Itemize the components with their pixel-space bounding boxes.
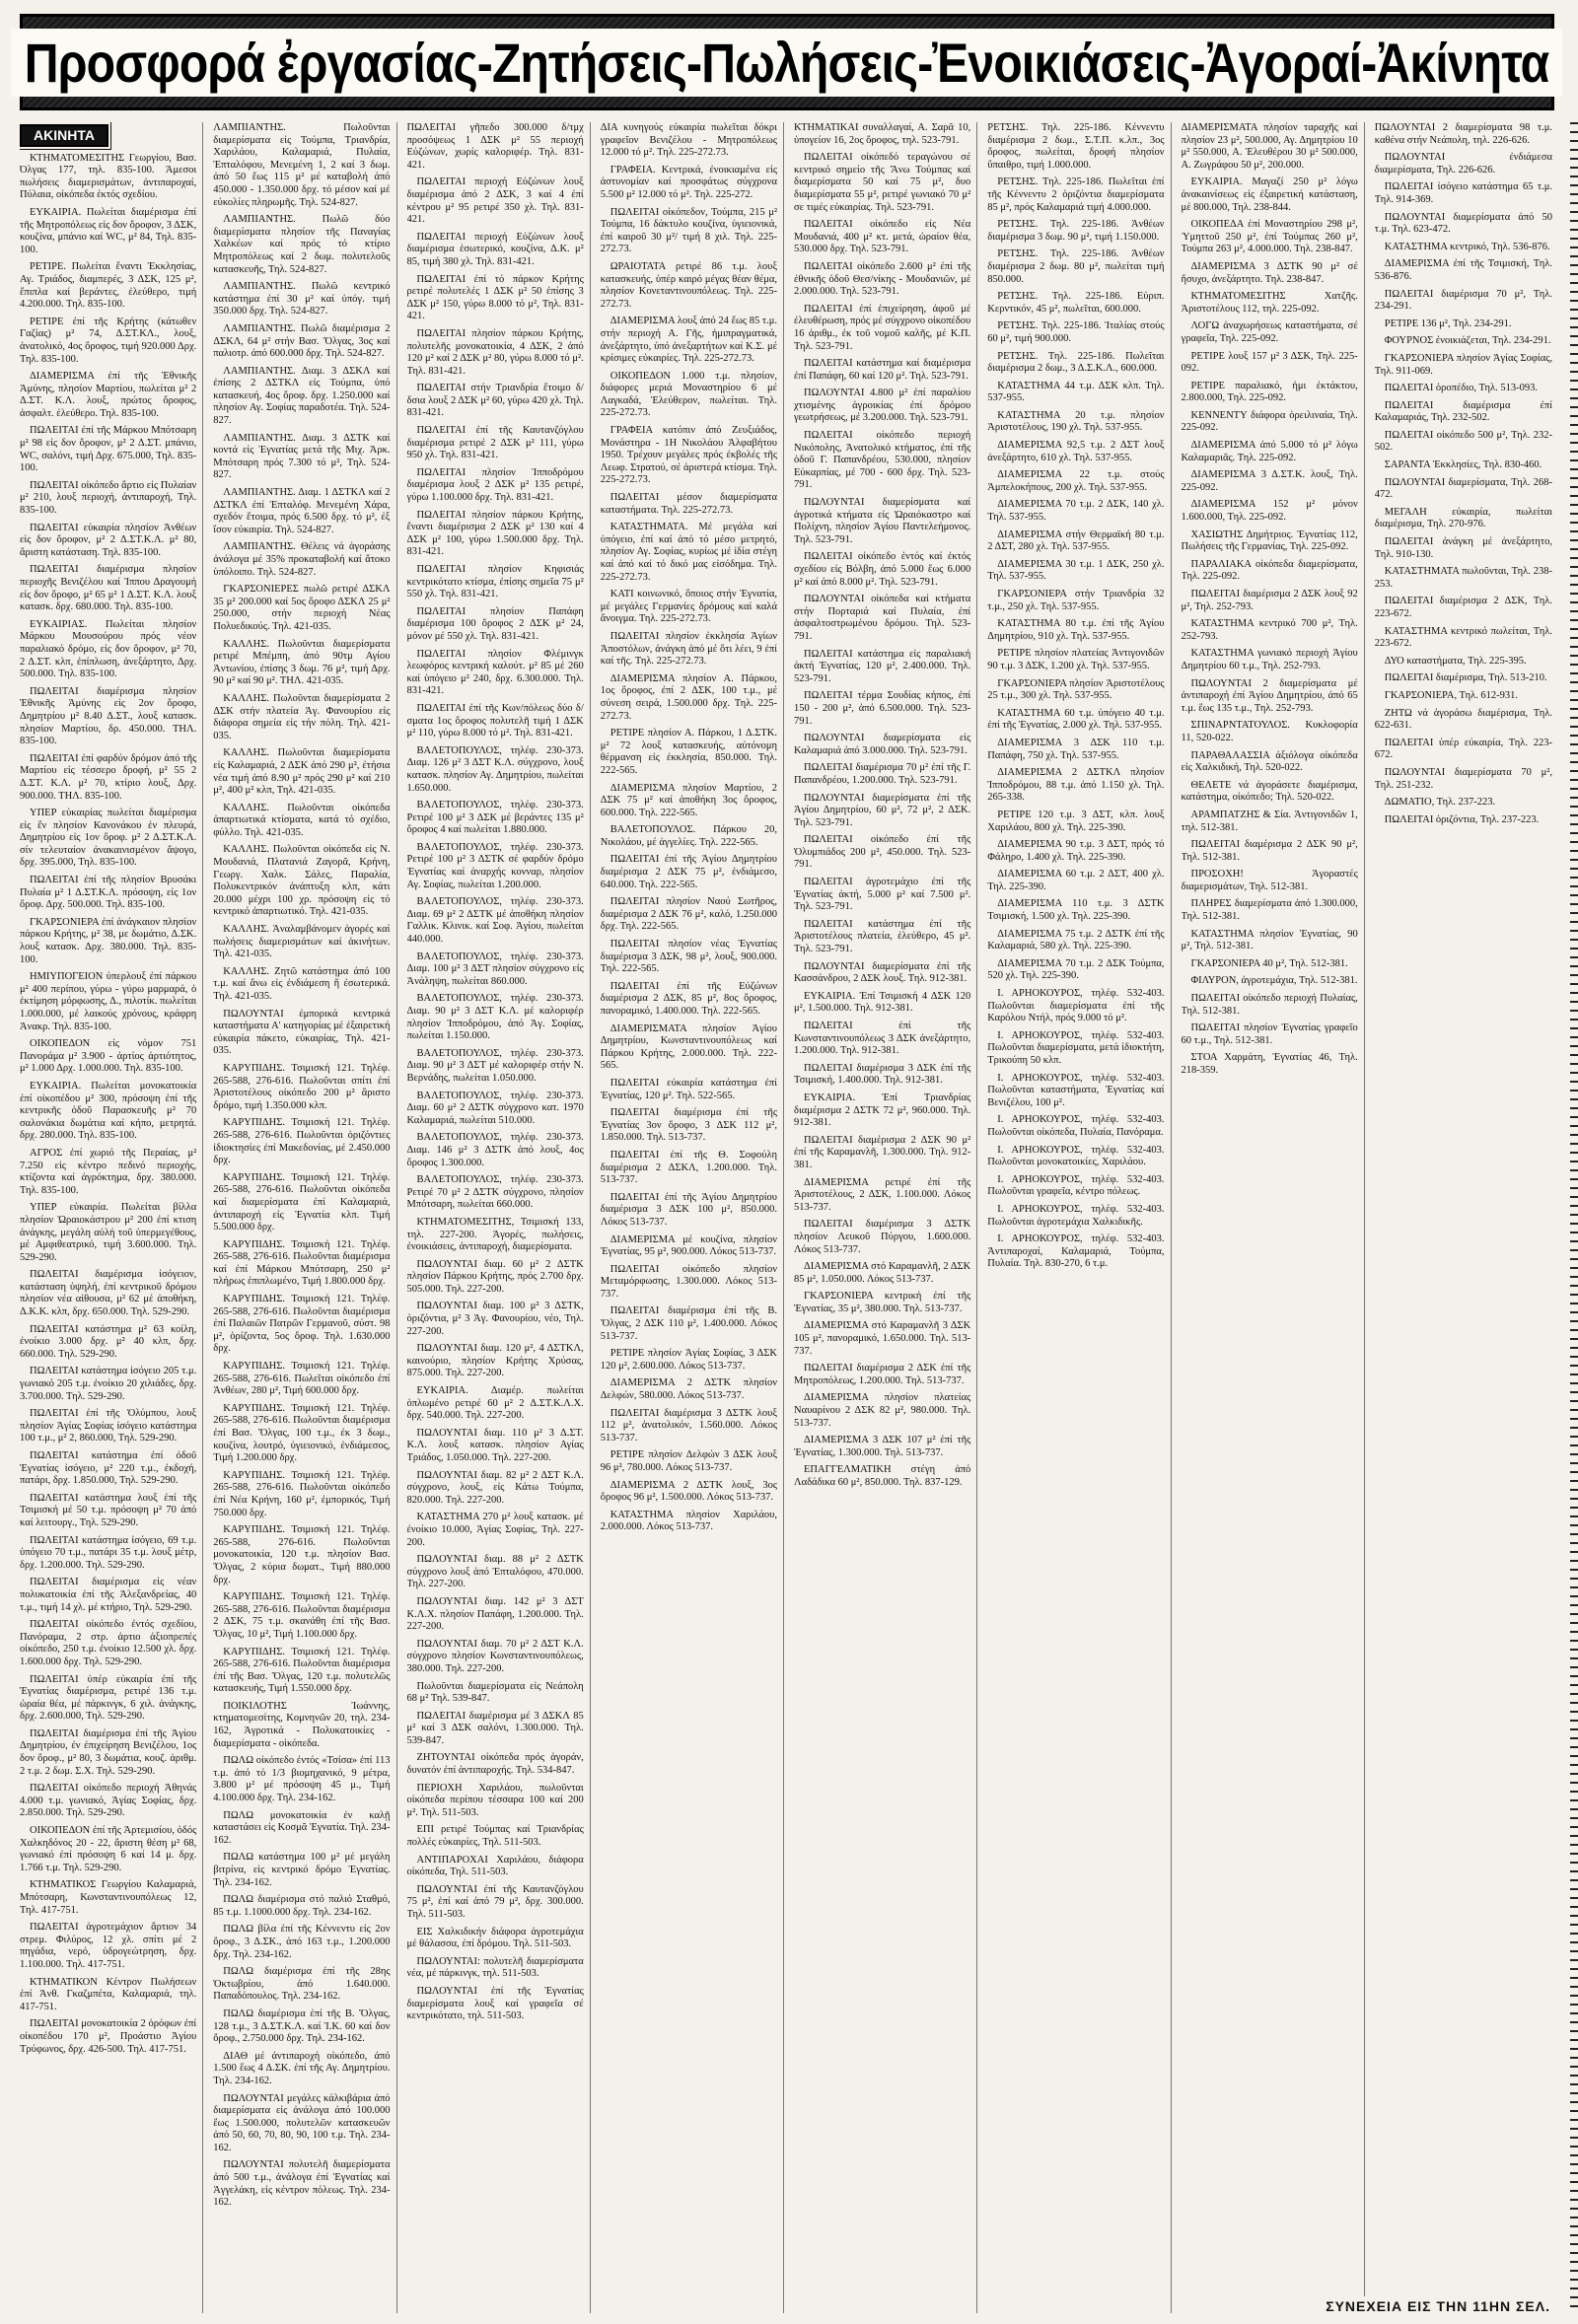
classified-ad: ΠΩΛΕΙΤΑΙ οἰκόπεδο ἐπί τῆς Ὀλυμπιάδος 200 μ², 450.000. Τηλ. 523-791. [794, 834, 971, 871]
classified-ad: ΠΩΛΕΙΤΑΙ ἐπί τῆς Εὐζώνων διαμέρισμα 2 ΔΣΚ, 85 μ², 8ος ὄροφος, πανοραμικό, 1.400.000. Τηλ. 222-565. [600, 980, 777, 1017]
classified-ad: ΠΩΛΕΙΤΑΙ εὐκαιρία πλησίον Ἀνθέων εἰς δον ὄροφον, μ² 2 Δ.ΣΤ.Κ.Λ. μ² 80, ἄριστη κατάσταση. Τηλ. 835-100. [20, 522, 197, 558]
classified-ad: ΠΩΛΟΥΝΤΑΙ διαμερίσματα ἐπί τῆς Κασσάνδρου, 2 ΔΣΚ λουξ. Τηλ. 912-381. [794, 960, 971, 985]
classified-ad: ΔΙΑΜΕΡΙΣΜΑ 60 τ.μ. 2 ΔΣΤ, 400 χλ. Τηλ. 225-390. [987, 869, 1165, 892]
classified-ad: ΡΕΤΙΡΕ 136 μ², Τηλ. 234-291. [1384, 317, 1512, 329]
classified-ad: ΠΩΛΟΥΝΤΑΙ ἐμπορικά κεντρικά καταστήματα Α' κατηγορίας μέ ἐξαιρετική εὐκαιρία πάκετο, εὐκαιρίας, Τηλ. 421-035. [213, 1008, 391, 1057]
classified-ad: ΒΑΛΕΤΟΠΟΥΛΟΣ, τηλέφ. 230-373. Ρετιρέ 100 μ² 3 ΔΣΤΚ σέ φαρδύν δρόμο Ἐγνατίας καί ἀναρχής κονναρ, πλησίον Αγ. Σοφίας, πωλείται 1.200.000. [406, 841, 584, 890]
classified-ad: ΠΩΛΕΙΤΑΙ διαμέρισμα πλησίον περιοχῆς Βενιζέλου καί Ἰππου Δραγουμή εἰς δον ὄροφο, μ² 65 μ² 1 Δ.ΣΤ. Κ.Λ. λουξ κατασκ. δρχ. 680.000. Τηλ. 835-100. [20, 564, 197, 613]
classified-ad: ΠΩΛΟΥΝΤΑΙ διαμ. 120 μ², 4 ΔΣΤΚΛ, καινούριο, πλησίον Κρήτης Χρύσας, 875.000. Τηλ. 227-200. [406, 1343, 584, 1379]
classified-ad: ΠΩΛΕΙΤΑΙ οἰκόπεδο ἄρτιο εἰς Πυλαίαν μ² 210, λουξ περιοχή, ἀντιπαροχή, Τηλ. 835-100. [20, 479, 197, 517]
classified-ad: ΔΙΑΜΕΡΙΣΜΑ ἐπί τῆς Ἐθνικῆς Ἀμύνης, πλησίον Μαρτίου, πωλείται μ² 2 Δ.ΣΤ. Κ.Λ. λουξ, πρώτος ὄροφος, ἀσφαλτ. ἐλεύθερο. Τηλ. 835-100. [20, 371, 197, 419]
classified-ad: ΚΑΤΑΣΤΗΜΑΤΑ. Μέ μεγάλα καί ὑπόγειο, ἐπί καί ἀπό τό μέσο μετρητό, πλησίον Αγ. Σοφίας, κυρίως μέ ἰδία στέγη καί ἀπό καί τό δικό μας εἰσόδημα. Τηλ. 225-272.73. [600, 522, 777, 583]
classified-ad: ΠΩΛΕΙΤΑΙ ὑπέρ εὐκαιρία, Τηλ. 223-672. [1374, 737, 1552, 761]
classified-ad: ΚΑΡΥΠΙΔΗΣ. Τσιμισκή 121. Τηλέφ. 265-588, 276-616. Πωλοῦνται μονοκατοικία, 120 τ.μ. πλησίον Βασ. Ὄλγας, 2 κύρια δωματ., Τιμή 880.000 δρχ. [213, 1524, 391, 1585]
classified-ad: ΠΩΛΕΙΤΑΙ ὁροπέδιο, Τηλ. 513-093. [1384, 383, 1538, 394]
classified-ad: ΡΕΤΙΡΕ πλησίον Δελφών 3 ΔΣΚ λουξ 96 μ², 780.000. Λόκος 513-737. [600, 1449, 777, 1473]
classified-ad: ΟΙΚΟΠΕΔΟΝ ἐπί τῆς Ἀρτεμισίου, ὁδός Χαλκηδόνος 20 - 22, ἄριστη θέση μ² 68, γωνιακό ἐπί πρόσοψη 6 καί 14 μ. δρχ. 1.766 τ.μ. Τηλ. 529-290. [20, 1825, 197, 1873]
classified-ad: ΖΗΤΩ νά ἀγοράσω διαμέρισμα, Τηλ. 622-631. [1374, 707, 1552, 732]
classified-ad: ΔΙΑΜΕΡΙΣΜΑ πλησίον Μαρτίου, 2 ΔΣΚ 75 μ² καί ἀποθήκη 3ος ὄροφος, 600.000. Τηλ. 222-565. [600, 782, 777, 818]
classified-ad: ΚΑΛΛΗΣ. Πωλοῦνται διαμερίσματα εἰς Καλαμαριά, 2 ΔΣΚ ἀπό 290 μ², ἐτήσια νέα τιμή ἀπό 8.90 μ² πρός 290 μ² καί 210 μ², 400 μ² κλπ, Τηλ. 421-035. [213, 747, 391, 797]
classified-ad: ΔΙΑΜΕΡΙΣΜΑ 152 μ² μόνον 1.600.000, Τηλ. 225-092. [1181, 499, 1358, 524]
classified-ad: ΟΙΚΟΠΕΔΑ ἐπί Μοναστηρίου 298 μ², Ὑμηττοῦ 250 μ², ἐπί Τούμπας 260 μ², Τούμπα 263 μ², 4.000.000. Τηλ. 238-847. [1181, 219, 1358, 255]
classified-ad: Ι. ΑΡΗΟΚΟΥΡΟΣ, τηλέφ. 532-403. Πωλοῦνται καταστήματα, Ἐγνατίας καί Βενιζέλου, 100 μ². [987, 1072, 1165, 1108]
classified-ad: ΔΙΑΜΕΡΙΣΜΑ 22 τ.μ. στούς Ἀμπελοκήπους, 200 χλ. Τηλ. 537-955. [987, 469, 1165, 493]
classified-ad: ΠΩΛΕΙΤΑΙ ἀνάγκη μέ ἀνεξάρτητο, Τηλ. 910-130. [1374, 536, 1552, 560]
classified-ad: ΠΩΛΟΥΝΤΑΙ πολυτελῆ διαμερίσματα ἀπό 500 τ.μ., ἀνάλογα ἐπί Ἐγνατίας καί Ἀγγελάκη, εἰς κέντρον πόλεως. Τηλ. 234-162. [213, 2159, 391, 2209]
classified-ad: ΟΙΚΟΠΕΔΟΝ 1.000 τ.μ. πλησίον, διάφορες μεριά Μοναστηρίου 6 μέ Λαγκαδά, Ἐλεύθερον, πωλείται. Τηλ. 225-272.73. [600, 370, 777, 419]
classified-ad: ΠΩΛΕΙΤΑΙ ἐπί τῆς Καυτανζόγλου διαμέρισμα ρετιρέ 2 ΔΣΚ μ² 111, γύρω 950 χλ. Τηλ. 831-421. [406, 425, 584, 461]
classified-ad: ΠΩΛΟΥΝΤΑΙ διαμ. 100 μ² 3 ΔΣΤΚ, ὁριζόντια, μ² 3 Ἀγ. Φανουρίου, νέο, Τηλ. 227-200. [406, 1301, 584, 1337]
classified-ad: ΠΩΛΕΙΤΑΙ διαμέρισμα, Τηλ. 513-210. [1384, 672, 1547, 684]
classified-ad: ΟΙΚΟΠΕΔΟΝ εἰς νόμον 751 Πανοράμα μ² 3.900 - ἀρτίος ἀρτιότητος, μ² 1.000 Δρχ. 1.000.000. Τηλ. 835-100. [20, 1038, 197, 1075]
classified-ad: ΠΩΛΕΙΤΑΙ ὁριζόντια, Τηλ. 237-223. [1384, 813, 1540, 825]
column-3 [407, 122, 591, 2313]
classified-ad: ΠΩΛΟΥΝΤΑΙ 2 διαμερίσματα 98 τ.μ. καθένα στήν Νεάπολη, τηλ. 226-626. [1374, 122, 1552, 146]
classified-ad: ΩΡΑΙΟΤΑΤΑ ρετιρέ 86 τ.μ. λουξ κατασκευής, ὑπέρ καιρό μέγας θέαν θέμα, πλησίον Κονεταντινουπόλεως. Τηλ. 225-272.73. [600, 260, 777, 310]
classified-ad: ΠΩΛΕΙΤΑΙ διαμέρισμα ἐπί τῆς Β. Ὄλγας, 2 ΔΣΚ 110 μ², 1.400.000. Λόκος 513-737. [600, 1305, 777, 1342]
classified-ad: ΠΩΛΕΙΤΑΙ διαμέρισμα εἰς νέαν πολυκατοικία ἐπί τῆς Ἀλεξανδρείας, 40 τ.μ., τιμή 14 χλ. μέ κτήριο, Τηλ. 529-290. [20, 1577, 197, 1613]
classified-ad: ΥΠΕΡ εὐκαιρίας πωλείται διαμέρισμα εἰς ἔν πλησίον Κανονάκου ἐν πλευρά, Δημητρίου εἰς 1ον ὄροφ. μ² 2 Δ.ΣΤ.Κ.Λ. σίν τελευταίον ἀνακαινισμένον ἄψογο, δρχ. 395.000, Τηλ. 835-100. [20, 808, 197, 869]
column-4 [601, 122, 784, 2313]
classified-ad: ΠΩΛΟΥΝΤΑΙ ἐπί τῆς Ἐγνατίας διαμερίσματα λουξ καί γραφεῖα σέ κεντρικότατο, τηλ. 511-503. [406, 1985, 584, 2022]
classified-ad: ΠΩΛΕΙΤΑΙ κατάστημα ἰσόγειο 205 τ.μ. γωνιακό 205 τ.μ. ἐνοίκιο 20 χιλιάδες, δρχ. 3.700.000. Τηλ. 529-290. [20, 1366, 197, 1402]
classified-ad: ΓΚΑΡΣΟΝΙΕΡΑ πλησίον Ἀγίας Σοφίας, Τηλ. 911-069. [1374, 352, 1552, 377]
classified-ad: ΓΚΑΡΣΟΝΙΕΡΑ 40 μ², Τηλ. 512-381. [1190, 957, 1348, 969]
classified-ad: ΠΩΛΕΙΤΑΙ γῆπεδο 300.000 δ/τμχ προσόψεως 1 ΔΣΚ μ² 55 περιοχή Εὐζώνων, χωρίς καλοριφέρ. Τηλ. 831-421. [406, 122, 584, 171]
classified-ad: ΚΑΤΑΣΤΗΜΑ κεντρικό, Τηλ. 536-876. [1384, 241, 1550, 252]
classified-ad: ΠΩΛΕΙΤΑΙ οἰκόπεδο 500 μ², Τηλ. 232-502. [1374, 429, 1552, 454]
classified-ad: ΛΑΜΠΙΑΝΤΗΣ. Διαμ. 3 ΔΣΤΚ καί κοντά εἰς Ἐγνατίας μετά τῆς Μιχ. Ἀρκ. Μπότσαρη πρός 7.300 τό μ², Τηλ. 524-827. [213, 432, 391, 481]
classified-ad: ΔΙΑΜΕΡΙΣΜΑ λουξ ἀπό 24 ἕως 85 τ.μ. στήν περιοχή Α. Γῆς, ἡμιπραγματικά, ἀνεξάρτητο, ὑπό ἀνεξαρτήτων καί Κ.Σ. μέ κρίσιμες εὐκαιρίες. Τηλ. 225-272.73. [600, 316, 777, 365]
classified-ad: ΔΙΑ κυνηγούς εὐκαιρία πωλεῖται δόκρι γραφεῖον Βενιζέλου - Μητροπόλεως 12.000 τό μ². Τηλ. 225-272.73. [600, 122, 777, 159]
classified-ad: ΠΩΛΕΙΤΑΙ κατάστημα εἰς παραλιακή ἀκτή Ἐγνατίας, 120 μ², 2.400.000. Τηλ. 523-791. [794, 648, 971, 684]
classified-ad: ΠΩΛΕΙΤΑΙ ἐπί τῆς Κωνσταντινουπόλεως 3 ΔΣΚ ἀνεξάρτητο, 1.200.000. Τηλ. 912-381. [794, 1021, 971, 1057]
classified-ad: ΠΩΛΕΙΤΑΙ κατάστημα μ² 63 κοίλη, ἐνοίκιο 3.000 δρχ. μ² 40 κλπ, δρχ. 660.000. Τηλ. 529-290. [20, 1323, 197, 1360]
classified-ad: ΠΩΛΕΙΤΑΙ πλησίον πάρκου Κρήτης, πολυτελῆς μονοκατοικία, 4 ΔΣΚ, 2 ἀπό 120 μ² καί 2 ΔΣΚ μ² 80, γύρω 8.000 τό μ². Τηλ. 831-421. [406, 327, 584, 377]
classified-ad: ΠΩΛΕΙΤΑΙ κατάστημα ἰσόγειο, 69 τ.μ. ὑπόγειο 70 τ.μ., πατάρι 35 τ.μ. λουξ μέτρ, δρχ. 1.200.000. Τηλ. 529-290. [20, 1534, 197, 1571]
classifieds-columns [20, 122, 1558, 2313]
classified-ad: ΠΛΗΡΕΣ διαμερίσματα ἀπό 1.300.000, Τηλ. 512-381. [1181, 898, 1358, 923]
classified-ad: ΑΡΑΜΠΑΤΖΗΣ & Σία. Ἀντιγονιδῶν 1, τηλ. 512-381. [1181, 809, 1358, 833]
classified-ad: ΠΡΟΣΟΧΗ! Ἀγοραστές διαμερισμάτων, Τηλ. 512-381. [1181, 869, 1358, 892]
column-2 [213, 122, 396, 2313]
classified-ad: ΠΩΛΩ διαμέρισμα ἐπί τῆς Β. Ὄλγας, 128 τ.μ., 3 Δ.ΣΤ.Κ.Λ. καί Ἰ.Κ. 60 καί δον ὄροφ., 2.750.000 δρχ. Τηλ. 234-162. [213, 2007, 391, 2045]
classified-ad: ΔΥΟ καταστήματα, Τηλ. 225-395. [1384, 655, 1527, 667]
classified-ad: ΠΩΛΕΙΤΑΙ οἰκόπεδον, Τούμπα, 215 μ² Τούμπα, 16 δάκτυλο κουζίνα, ὑγιειονικά, ἐπί καιροῦ 30 μ²/ τιμή 8 χιλ. Τηλ. 225-272.73. [600, 206, 777, 255]
classified-ad: ΚΑΤΙ κοινωνικό, ὅποιος στήν Ἐγνατία, μέ μεγάλες Γερμανίες δρόμους καί καλά ἄνοιγμα. Τηλ. 225-272.73. [600, 589, 777, 625]
classified-ad: ΗΜΙΥΠΟΓΕΙΟΝ ὑπερλουξ ἐπί πάρκου μ² 400 περίπου, γύρω - γύρω μαρμαρά, ὁ ἐκτίμηση μόρφωσης, Δ., πιλοτίκ. πωλείται 1.000.000, μέ λαικούς χρόνους, κράφρη Ἀνακρ. Τηλ. 835-100. [20, 971, 197, 1032]
classified-ad: ΠΩΛΕΙΤΑΙ οἰκόπεδο εἰς Νέα Μουδανιά, 400 μ² κτ. μετά, ὡραίον θέα, 530.000 δρχ. Τηλ. 523-791. [794, 219, 971, 255]
classified-ad: ΠΩΛΕΙΤΑΙ διαμέρισμα ἰσόγειον, κατάσταση ὑψηλή, ἐπί κεντρικοῦ δρόμου πλησίον νέα αἰθουσα, μ² 62 μέ ἀποθήκη, Δ.Κ.Κ. κλπ, δρχ. 650.000. Τηλ. 529-290. [20, 1269, 197, 1318]
classified-ad: ΡΕΤΙΡΕ ἐπί τῆς Κρήτης (κάτωθεν Γαζίας) μ² 74, Δ.ΣΤ.ΚΛ., λουξ, ἀνατολικό, 4ος ὄροφος, τιμή 920.000 Δρχ. Τηλ. 835-100. [20, 316, 197, 365]
classified-ad: ΠΩΛΕΙΤΑΙ πλησίον νέας Ἐγνατίας διαμέρισμα 3 ΔΣΚ, 98 μ², λουξ, 900.000. Τηλ. 222-565. [600, 939, 777, 975]
classified-ad: ΒΑΛΕΤΟΠΟΥΛΟΣ, τηλέφ. 230-373. Ρετιρέ 100 μ² 3 ΔΣΚ μέ βεράντες 135 μ² ὄροφος 4 καί πωλείται 1.880.000. [406, 800, 584, 836]
classified-ad: ΒΑΛΕΤΟΠΟΥΛΟΣ, τηλέφ. 230-373. Διαμ. 69 μ² 2 ΔΣΤΚ μέ ἀποθήκη πλησίον Γαλλικ. Κλινικ. καί Σοφ. Ἀγίου, πωλείται 440.000. [406, 896, 584, 946]
classified-ad: ΠΩΛΕΙΤΑΙ τέρμα Σουδίας κήπος, ἐπί 150 - 200 μ², ἀπό 6.500.000. Τηλ. 523-791. [794, 690, 971, 727]
classified-ad: ΠΩΛΩ κατάστημα 100 μ² μέ μεγάλη βιτρίνα, εἰς κεντρικό δρόμο Ἐγνατίας. Τηλ. 234-162. [213, 1852, 391, 1888]
classified-ad: Ι. ΑΡΗΟΚΟΥΡΟΣ, τηλέφ. 532-403. Πωλοῦνται διαμερίσματα ἐπί τῆς Καρόλου Ντήλ, πρός 9.000 τό μ². [987, 988, 1165, 1024]
classified-ad: ΚΑΤΑΣΤΗΜΑ 60 τ.μ. ὑπόγειο 40 τ.μ. ἐπί τῆς Ἐγνατίας, 2.000 χλ. Τηλ. 537-955. [987, 707, 1165, 732]
classified-ad: ΠΩΛΕΙΤΑΙ ἐπί τῆς Ἁγίου Δημητρίου διαμέρισμα 3 ΔΣΚ 100 μ², 850.000. Λόκος 513-737. [600, 1191, 777, 1228]
classified-ad: ΠΩΛΟΥΝΤΑΙ διαμερίσματα καί ἀγροτικά κτήματα εἰς Ὡραιόκαστρο καί Πολίχνη, πλησίον Ἀγίου Παντελεήμονος. Τηλ. 523-791. [794, 497, 971, 545]
classified-ad: ΚΑΤΑΣΤΗΜΑ πλησίον Ἐγνατίας, 90 μ², Τηλ. 512-381. [1181, 928, 1358, 952]
classified-ad: ΠΩΛΕΙΤΑΙ διαμέρισμα 2 ΔΣΚ λουξ 92 μ², Τηλ. 252-793. [1181, 589, 1358, 612]
classified-ad: ΠΩΛΕΙΤΑΙ πλησίον πάρκου Κρήτης, ἔναντι διαμέρισμα 2 ΔΣΚ μ² 130 καί 4 ΔΣΚ μ² 100, γύρω 1.500.000 δρχ. Τηλ. 831-421. [406, 509, 584, 558]
classified-ad: ΚΑΡΥΠΙΔΗΣ. Τσιμισκή 121. Τηλέφ. 265-588, 276-616. Πωλοῦνται οἰκόπεδο ἐπί Νέα Κρήνη, 160 μ², ἐμπορικός, Τιμή 750.000 δρχ. [213, 1469, 391, 1518]
classified-ad: ΘΕΛΕΤΕ νά ἀγοράσετε διαμέρισμα, κατάστημα, οἰκόπεδο; Τηλ. 520-022. [1181, 779, 1358, 804]
classified-ad: ΠΩΛΕΙΤΑΙ διαμέρισμα 2 ΔΣΚ, Τηλ. 223-672. [1374, 596, 1552, 619]
classified-ad: ΒΑΛΕΤΟΠΟΥΛΟΣ, τηλέφ. 230-373. Διαμ. 90 μ² 3 ΔΣΤ μέ καλοριφέρ στήν Ν. Βερνάδης, πωλείται 1.050.000. [406, 1047, 584, 1084]
classified-ad: Ι. ΑΡΗΟΚΟΥΡΟΣ, τηλέφ. 532-403. Ἀντιπαροχαί, Καλαμαριά, Τούμπα, Πυλαία. Τηλ. 830-270, 6 τ.μ. [987, 1233, 1165, 1270]
classified-ad: ΡΕΤΙΡΕ παραλιακό, ἡμι ἐκτάκτου, 2.800.000, Τηλ. 225-092. [1181, 380, 1358, 404]
classified-ad: ΛΟΓΩ ἀναχωρήσεως καταστήματα, σέ γραφεῖα, Τηλ. 225-092. [1181, 320, 1358, 344]
page-edge-strip [1570, 122, 1578, 2313]
column-5 [794, 122, 977, 2313]
classified-ad: ΚΕΝΝΕΝΤΥ διάφορα ὁρειλιναία, Τηλ. 225-092. [1181, 409, 1358, 434]
classified-ad: ΠΩΛΟΥΝΤΑΙ διαμερίσματα εἰς Καλαμαριά ἀπό 3.000.000. Τηλ. 523-791. [794, 733, 971, 756]
classified-ad: ΕΥΚΑΙΡΙΑ. Διαμέρ. πωλείται ὁπλωμένο ρετιρέ 60 μ² 2 Δ.ΣΤ.Κ.Λ.Χ. δρχ. 540.000. Τηλ. 227-200. [406, 1385, 584, 1422]
classified-ad: ΡΕΤΙΡΕ 120 τ.μ. 3 ΔΣΤ, κλπ. λουξ Χαριλάου, 800 χλ. Τηλ. 225-390. [987, 809, 1165, 833]
classified-ad: ΚΤΗΜΑΤΙΚΟΣ Γεωργίου Καλαμαριά, Μπότσαρη, Κωνσταντινουπόλεως 12, Τηλ. 417-751. [20, 1879, 197, 1916]
classified-ad: ΠΕΡΙΟΧΗ Χαριλάου, πωλοῦνται οἰκόπεδα περίπου τέσσαρα 100 καί 200 μ². Τηλ. 511-503. [406, 1782, 584, 1818]
classified-ad: ΔΙΑΜΕΡΙΣΜΑ 3 ΔΣΚ 107 μ² ἐπί τῆς Ἐγνατίας, 1.300.000. Τηλ. 513-737. [794, 1435, 971, 1458]
classified-ad: ΠΩΛΕΙΤΑΙ ἐπί τῆς Κων/πόλεως δύο δ/σματα 1ος ὄροφος πολυτελῆ τιμή 1 ΔΣΚ μ² 110, γύρω 8.000 τό μ². Τηλ. 831-421. [406, 702, 584, 739]
classified-ad: ΠΩΛΕΙΤΑΙ ὑπέρ εὐκαιρία ἐπί τῆς Ἐγνατίας διαμέρισμα, ρετιρέ 136 τ.μ. ὡραία θέα, μέ πάρκινγκ, 6 χιλ. ἀνάγκης, δρχ. 2.600.000, Τηλ. 529-290. [20, 1673, 197, 1723]
classified-ad: ΠΩΛΕΙΤΑΙ οἰκόπεδο πλησίον Μεταμόρφωσης, 1.300.000. Λόκος 513-737. [600, 1263, 777, 1300]
classified-ad: ΔΙΑΜΕΡΙΣΜΑ 70 τ.μ. 2 ΔΣΚ, 140 χλ. Τηλ. 537-955. [987, 499, 1165, 524]
classified-ad: ΠΩΛΕΙΤΑΙ ἀγροτεμάχιο ἐπί τῆς Ἐγνατίας ἀκτή, 5.000 μ² καί 7.500 μ². Τηλ. 523-791. [794, 877, 971, 913]
classified-ad: ΡΕΤΣΗΣ. Τηλ. 225-186. Εὐριπ. Κερντικόν, 45 μ², πωλεῖται, 600.000. [987, 291, 1165, 315]
classified-ad: ΚΑΡΥΠΙΔΗΣ. Τσιμισκή 121. Τηλέφ. 265-588, 276-616. Πωλοῦνται ὁριζόντιες ἰδιοκτησίες ἐπί Μακεδονίας, μέ 2.450.000 δρχ. [213, 1117, 391, 1166]
classified-ad: ΡΕΤΣΗΣ. Τηλ. 225-186. Κέννεντυ διαμέρισμα 2 δωμ., Σ.Τ.Π. κ.λπ., 3ος ὄροφος, πωλείται, δροφή πλησίον ὕπαιθρο, τιμή 1.000.000. [987, 122, 1165, 171]
classified-ad: ΔΙΑΜΕΡΙΣΜΑ ρετιρέ ἐπί τῆς Ἀριστοτέλους, 2 ΔΣΚ, 1.100.000. Λόκος 513-737. [794, 1176, 971, 1213]
classified-ad: ΚΤΗΜΑΤΟΜΕΣΙΤΗΣ Γεωργίου, Βασ. Όλγας 177, τηλ. 835-100. Άμεσοι πωλήσεις διαμερισμάτων, ἀντιπαροχαί, Πύλαια, οἰκόπεδα ἐκτός σχεδίου. [20, 152, 197, 201]
classified-ad: Ι. ΑΡΗΟΚΟΥΡΟΣ, τηλέφ. 532-403. Πωλοῦνται γραφεῖα, κέντρο πόλεως. [987, 1173, 1165, 1198]
classified-ad: ΡΕΤΣΗΣ. Τηλ. 225-186. Ἀνθέων διαμέρισμα 2 δωμ. 80 μ², πωλείται τιμή 850.000. [987, 248, 1165, 285]
classified-ad: ΚΑΛΛΗΣ. Πωλοῦνται διαμερίσματα 2 ΔΣΚ στήν πλατεία Ἀγ. Φανουρίου εἰς διάφορα σημεία εἰς τήν πόλη. Τηλ. 421-035. [213, 692, 391, 741]
classified-ad: ΑΓΡΟΣ ἐπί χωριό τῆς Περαίας, μ² 7.250 εἰς κέντρο πεδινό περιοχής, κτίζοντα καί ἀγρόκτημα, δρχ. 380.000. Τηλ. 835-100. [20, 1147, 197, 1196]
classified-ad: ΠΩΛΕΙΤΑΙ διαμέρισμα 3 ΔΣΚ ἐπί τῆς Τσιμισκή, 1.400.000. Τηλ. 912-381. [794, 1062, 971, 1087]
classified-ad: ΠΩΛΕΙΤΑΙ ἰσόγειο κατάστημα 65 τ.μ. Τηλ. 914-369. [1374, 181, 1552, 205]
classified-ad: ΛΑΜΠΙΑΝΤΗΣ. Διαμ. 1 ΔΣΤΚΛ καί 2 ΔΣΤΚΛ ἐπί Ἐπταλόφ. Μενεμένη Χάρα, σχεδόν ἔτοιμα, πρός 6.500 δρχ. τό μ², ἐξ ἴσον εὐκαιρία. Τηλ. 524-827. [213, 487, 391, 535]
classified-ad: ΠΩΛΕΙΤΑΙ μέσον διαμερίσματα καταστήματα. Τηλ. 225-272.73. [600, 492, 777, 516]
column-1 [20, 122, 203, 2313]
classified-ad: ΕΥΚΑΙΡΙΑ. Πωλείται μονοκατοικία ἐπί οἰκοπέδου μ² 300, πρόσοψη ἐπί τῆς κεντρικῆς ὁδοῦ Παρασκευῆς μ² 70 σαλονάκια δωμάτια καί κήπο, μετρητά. δρχ. 280.000. Τηλ. 835-100. [20, 1080, 197, 1142]
classified-ad: ΚΑΤΑΣΤΗΜΑΤΑ πωλοῦνται, Τηλ. 238-253. [1374, 566, 1552, 590]
classified-ad: ΚΑΡΥΠΙΔΗΣ. Τσιμισκή 121. Τηλέφ. 265-588, 276-616. Πωλοῦνται διαμέρισμα 2 ΔΣΚ, 75 τ.μ. σκανάθη ἐπί τῆς Βασ. Ὄλγας, 10 μ², Τιμή 1.100.000 δρχ. [213, 1591, 391, 1640]
classified-ad: Ι. ΑΡΗΟΚΟΥΡΟΣ, τηλέφ. 532-403. Πωλοῦνται ἀγροτεμάχια Χαλκιδικῆς. [987, 1203, 1165, 1228]
classified-ad: ΕΠΙ ρετιρέ Τούμπας καί Τριανδρίας πολλές εὐκαιρίες, Τηλ. 511-503. [406, 1824, 584, 1849]
classified-ad: ΒΑΛΕΤΟΠΟΥΛΟΣ, τηλέφ. 230-373. Διαμ. 90 μ² 3 ΔΣΤ Κ.Λ. μέ καλοριφέρ πλησίον Ἱπποδρόμου, ἀπό Ἀγ. Σοφίας, πωλείται 1.150.000. [406, 993, 584, 1042]
classified-ad: ΠΩΛΕΙΤΑΙ περιοχή Εὐζώνων λουξ διαμέρισμα ἑσωτερικό, κουζίνα, Δ.Κ. μ² 85, τιμή 380 χλ. Τηλ. 831-421. [406, 231, 584, 267]
classified-ad: ΠΩΛΟΥΝΤΑΙ διαμ. 70 μ² 2 ΔΣΤ Κ.Λ. σύγχρονο πλησίον Κωνσταντινουπόλεως, 380.000. Τηλ. 227-200. [406, 1638, 584, 1674]
classified-ad: ΠΩΛΕΙΤΑΙ στήν Τριανδρία ἔτοιμο δ/δσια λουξ 2 ΔΣΚ μ² 60, γύρω 420 χλ. Τηλ. 831-421. [406, 383, 584, 419]
classified-ad: ΕΥΚΑΙΡΙΑ. Πωλείται διαμέρισμα ἐπί τῆς Μητροπόλεως εἰς δον ὄροφον, 3 ΔΣΚ, κουζίνα, μπάνιο καί WC, μ² 84, Τηλ. 835-100. [20, 206, 197, 255]
classified-ad: ΚΤΗΜΑΤΙΚΑΙ συναλλαγαί, Α. Σαρᾶ 10, ὑπογείον 16, 2ος ὄροφος, τηλ. 523-791. [794, 122, 971, 146]
classified-ad: ΚΑΡΥΠΙΔΗΣ. Τσιμισκή 121. Τηλέφ. 265-588, 276-616. Πωλοῦνται διαμέρισμα ἐπί Βασ. Ὄλγας, 100 τ.μ., ἐκ 3 δωμ., κουζίνα, λουτρό, ὑγιειονικό, ἐνδιάμεσος, Τιμή 1.200.000 δρχ. [213, 1402, 391, 1464]
classified-ad: ΠΩΛΕΙΤΑΙ πλησίον ἐκκλησία Ἁγίων Ἀποστόλων, ἀνάγκη ἀπό μέ ὅτι λέει, 9 ἐπί καί τῆς. Τηλ. 225-272.73. [600, 630, 777, 668]
classified-ad: ΒΑΛΕΤΟΠΟΥΛΟΣ, τηλέφ. 230-373. Διαμ. 100 μ² 3 ΔΣΤ πλησίον σύγχρονο εἰς Ἀνάληψη, πωλείται 860.000. [406, 951, 584, 987]
classified-ad: ΠΩΛΕΙΤΑΙ διαμέρισμα 2 ΔΣΚ 90 μ², Τηλ. 512-381. [1181, 839, 1358, 863]
classified-ad: ΠΩΛΕΙΤΑΙ διαμέρισμα ἐπί τῆς Ἐγνατίας 3ον ὄροφο, 3 ΔΣΚ 112 μ², 1.850.000. Τηλ. 513-737. [600, 1107, 777, 1144]
classified-ad: ΠΩΛΟΥΝΤΑΙ 4.800 μ² ἐπί παραλίου χτισμένης ἀγροικίας ἐπί δρόμου γεωτρήσεως, μέ 3.200.000. Τηλ. 523-791. [794, 387, 971, 424]
classified-ad: ΠΩΛΩ μονοκατοικία ἐν καλῇ καταστάσει εἰς Κοσμᾶ Ἐγνατία. Τηλ. 234-162. [213, 1809, 391, 1846]
classified-ad: ΚΑΡΥΠΙΔΗΣ. Τσιμισκή 121. Τηλέφ. 265-588, 276-616. Πωλεῖται οἰκόπεδο ἐπί Ἀνθέων, 280 μ², Τιμή 600.000 δρχ. [213, 1361, 391, 1397]
classified-ad: ΠΩΛΟΥΝΤΑΙ διαμερίσματα, Τηλ. 268-472. [1374, 476, 1552, 501]
classified-ad: ΡΕΤΣΗΣ. Τηλ. 225-186. Πωλεῖται ἐπί τῆς Κέννεντυ 2 ὁριζόντια διαμερίσματα 85 μ², πρός Καλαμαριά τιμή 4.000.000. [987, 176, 1165, 213]
classified-ad: ΚΤΗΜΑΤΟΜΕΣΙΤΗΣ, Τσιμισκή 133, τηλ. 227-200. Ἀγορές, πωλήσεις, ἐνοικιάσεις, ἀντιπαροχή, διαμερίσματα. [406, 1216, 584, 1253]
classified-ad: ΡΕΤΙΡΕ πλησίον πλατείας Ἀντιγονιδῶν 90 τ.μ. 3 ΔΣΚ, 1.200 χλ. Τηλ. 537-955. [987, 648, 1165, 671]
classified-ad: ΠΩΛΟΥΝΤΑΙ 2 διαμερίσματα μέ ἀντιπαροχή ἐπί Ἀγίου Δημητρίου, ἀπό 65 τ.μ. ἕως 135 τ.μ., Τηλ. 252-793. [1181, 677, 1358, 714]
classified-ad: ΚΑΤΑΣΤΗΜΑ 20 τ.μ. πλησίον Ἀριστοτέλους, 190 χλ. Τηλ. 537-955. [987, 409, 1165, 434]
classified-ad: Ι. ΑΡΗΟΚΟΥΡΟΣ, τηλέφ. 532-403. Πωλοῦνται διαμερίσματα, μετά ἰδιοκτήτη, Τρικούπη 50 κλπ. [987, 1029, 1165, 1066]
classified-ad: ΠΩΛΕΙΤΑΙ ἐπί τῆς Ἀγίου Δημητρίου διαμέρισμα 2 ΔΣΚ 75 μ², ἐνδιάμεσο, 640.000. Τηλ. 222-565. [600, 854, 777, 890]
classified-ad: ΛΑΜΠΙΑΝΤΗΣ. Διαμ. 3 ΔΣΚΛ καί ἐπίσης 2 ΔΣΤΚΛ εἰς Τούμπα, ὑπό κατασκευή, 4ος ὄροφ. δρχ. 1.250.000 καί πλησίον Αγ. Σοφίας παραδοτέα. Τηλ. 524-827. [213, 365, 391, 427]
classified-ad: ΠΩΛΕΙΤΑΙ οἰκόπεδο ἐντός καί ἐκτός σχεδίου εἰς Βόλβη, ἀπό 5.000 ἕως 6.000 μ² καί ἀπό 8.000 μ². Τηλ. 523-791. [794, 551, 971, 588]
classified-ad: ΥΠΕΡ εὐκαιρία. Πωλείται βίλλα πλησίον Ὡραιοκάστρου μ² 200 ἐπί κτιση ἀνάγκης, μεγάλη αὐλή τοῦ ὑπερμεγέθους, μέ Αμφιθεατρικό, τιμή 3.600.000. Τηλ. 529-290. [20, 1202, 197, 1263]
classified-ad: ΕΠΑΓΓΕΛΜΑΤΙΚΗ στέγη ἀπό Λαδάδικα 60 μ², 850.000. Τηλ. 837-129. [794, 1464, 971, 1488]
classified-ad: ΠΩΛΕΙΤΑΙ πλησίον Φλέμινγκ λεωφόρος κεντρική καλούτ. μ² 85 μέ 260 καί ὑπόγειο μ² 240, δρχ. 6.300.000. Τηλ. 831-421. [406, 648, 584, 697]
classified-ad: ΠΩΛΕΙΤΑΙ οἰκόπεδο ἐντός σχεδίου, Πανόραμα, 2 στρ. ἀρτιο ἀξιοπρεπές οἰκόπεδο, 250 τ.μ. ἐνοίκιο 12.500 χλ. δρχ. 1.600.000 δρχ. Τηλ. 529-290. [20, 1619, 197, 1667]
classified-ad: ΔΙΑΜΕΡΙΣΜΑ πλησίον πλατείας Ναυαρίνου 2 ΔΣΚ 82 μ², 980.000. Τηλ. 513-737. [794, 1392, 971, 1429]
classified-ad: ΠΩΛΕΙΤΑΙ διαμέρισμα μέ 3 ΔΣΚΛ 85 μ² καί 3 ΔΣΚ σαλόνι, 1.300.000. Τηλ. 539-847. [406, 1710, 584, 1746]
classified-ad: ΠΩΛΟΥΝΤΑΙ: πολυτελῆ διαμερίσματα νέα, μέ πάρκινγκ, τηλ. 511-503. [406, 1955, 584, 1980]
classified-ad: ΠΩΛΕΙΤΑΙ κατάστημα ἐπί τῆς Ἀριστοτέλους πλατεία, ἐλεύθερο, 45 μ². Τηλ. 523-791. [794, 918, 971, 955]
classified-ad: ΠΩΛΟΥΝΤΑΙ διαμερίσματα ἐπί τῆς Ἀγίου Δημητρίου, 60 μ², 72 μ², 2 ΔΣΚ. Τηλ. 523-791. [794, 792, 971, 828]
classified-ad: ΠΩΛΕΙΤΑΙ κατάστημα λουξ ἐπί τῆς Τσιμισκή μέ 50 τ.μ. πρόσοψη μ² 70 ἀπό καί λειτουργ., Τηλ. 529-290. [20, 1492, 197, 1528]
classified-ad: ΓΚΑΡΣΟΝΙΕΡΑ στήν Τριανδρία 32 τ.μ., 250 χλ. Τηλ. 537-955. [987, 589, 1165, 612]
classified-ad: ΔΩΜΑΤΙΟ, Τηλ. 237-223. [1384, 797, 1496, 809]
classified-ad: ΔΙΑΜΕΡΙΣΜΑΤΑ πλησίον ταραχῆς καί πλησίον 23 μ², 500.000, Αγ. Δημητρίου 10 μ² 550.000, Α. Ἐλευθέρου 30 μ² 500.000, Α. Ζωγράφου 50 μ², 200.000. [1181, 122, 1358, 171]
classified-ad: ΠΩΛΕΙΤΑΙ οἰκόπεδό τεραγώνου σέ κεντρικό σημείο τῆς Ἄνω Τούμπας καί διαμερίσματα 50 καί 75 μ², δυο διαμερίσματα 55 μ², ρετιρέ γωνιακό 70 μ² σε τιμές εὐκαιρίας. Τηλ. 523-791. [794, 152, 971, 213]
classified-ad: ΔΙΑΜΕΡΙΣΜΑ ἐπί τῆς Τσιμισκή, Τηλ. 536-876. [1374, 258, 1552, 282]
classified-ad: ΡΕΤΙΡΕ πλησίον Ἀγίας Σοφίας, 3 ΔΣΚ 120 μ², 2.600.000. Λόκος 513-737. [600, 1348, 777, 1372]
classified-ad: ΠΩΛΕΙΤΑΙ ἐπί φαρδύν δρόμον ἀπό τῆς Μαρτίου εἰς τέσσερο δροφή, μ² 55 2 Δ.ΣΤ. Κ.Λ. μ² 70, κτίριο λουξ, Δρχ. 900.000. ΤΗΛ. 835-100. [20, 752, 197, 802]
classified-ad: ΚΑΛΛΗΣ. Ἀναλαμβάνομεν ἀγορές καί πωλήσεις διαμερισμάτων καί ἀκινήτων. Τηλ. 421-035. [213, 924, 391, 960]
classified-ad: ΠΩΛΕΙΤΑΙ εὐκαιρία κατάστημα ἐπί Ἐγνατίας, 120 μ². Τηλ. 522-565. [600, 1077, 777, 1101]
classified-ad: ΠΩΛΕΙΤΑΙ ἐπί τό πάρκον Κρήτης ρετιρέ πολυτελές 1 ΔΣΚ μ² 50 ἐπίσης 3 ΔΣΚ μ² 150, γύρω 8.000 τό μ², Τηλ. 831-421. [406, 273, 584, 322]
classified-ad: ΒΑΛΕΤΟΠΟΥΛΟΣ, τηλέφ. 230-373. Ρετιρέ 70 μ² 2 ΔΣΤΚ σύγχρονο, πλησίον Μπότσαρη, πωλείται 660.000. [406, 1174, 584, 1211]
classified-ad: ΦΙΛΥΡΟΝ, ἀγροτεμάχια, Τηλ. 512-381. [1190, 975, 1358, 987]
classified-ad: ΠΩΛΩ διαμέρισμα ἐπί τῆς 28ης Ὀκτωβρίου, ἀπό 1.640.000. Παπαδόπουλος. Τηλ. 234-162. [213, 1966, 391, 2003]
classified-ad: ΚΑΛΛΗΣ. Πωλοῦνται οἰκόπεδα εἰς Ν. Μουδανιά, Πλατανιά Ζαγορᾶ, Κρήνη, Γεωργ. Χαλκ. Σάλες, Παραλία, Πολυκεντρικόν ἀνάπτυξη κλπ, κάτι 20.000 μέχρι 100 χρ. πρόσοψη εἰς τό κεντρικό ἀπαρτιωτικό. Τηλ. 421-035. [213, 844, 391, 918]
classified-ad: ΠΑΡΑΘΑΛΑΣΣΙΑ ἀξιόλογα οἰκόπεδα εἰς Χαλκιδική, Τηλ. 520-022. [1181, 749, 1358, 774]
classified-ad: ΠΩΛΩ βίλα ἐπί τῆς Κέννεντυ εἰς 2ον ὄροφ., 3 Δ.ΣΚ., ἀπό 163 τ.μ., 1.200.000 δρχ. Τηλ. 234-162. [213, 1924, 391, 1960]
classified-ad: ΠΩΛΕΙΤΑΙ ἐπί τῆς πλησίον Βρυσάκι Πυλαία μ² 1 Δ.ΣΤ.Κ.Λ. πρόσοψη, εἰς 1ον ὄροφ. Δρχ. 500.000. Τηλ. 835-100. [20, 875, 197, 911]
classified-ad: ΠΩΛΕΙΤΑΙ πλησίον Παπάφη διαμέρισμα 100 ὄροφος 2 ΔΣΚ μ² 24, μόνον μέ 550 χλ. Τηλ. 831-421. [406, 605, 584, 642]
classified-ad: ΡΕΤΙΡΕ. Πωλείται ἔναντι Ἐκκλησίας, Αγ. Τριάδος, διαμπερές, 3 ΔΣΚ, 125 μ², ἔπιπλα καί βεράντες, ἐλεύθερο, τιμή 4.200.000. Τηλ. 835-100. [20, 261, 197, 311]
classified-ad: ΚΑΤΑΣΤΗΜΑ γωνιακό περιοχή Ἀγίου Δημητρίου 60 τ.μ., Τηλ. 252-793. [1181, 648, 1358, 671]
classified-ad: ΠΩΛΟΥΝΤΑΙ διαμ. 60 μ² 2 ΔΣΤΚ πλησίον Πάρκου Κρήτης, πρός 2.700 δρχ. 505.000. Τηλ. 227-200. [406, 1258, 584, 1295]
classified-ad: ΛΑΜΠΙΑΝΤΗΣ. Πωλῶ διαμέρισμα 2 ΔΣΚΛ, 64 μ² στήν Βασ. Ὄλγας, 3ος καί παλιοτρ. ἀπό 600.000 δρχ. Τηλ. 524-827. [213, 322, 391, 360]
classified-ad: ΔΙΑΜΕΡΙΣΜΑ 90 τ.μ. 3 ΔΣΤ, πρός τό Φάληρο, 1.400 χλ. Τηλ. 225-390. [987, 839, 1165, 863]
masthead-title: Προσφορά ἐργασίας-Ζητήσεις-Πωλήσεις-Ἐνοικιάσεις-Ἀγοραί-Ἀκίνητα [11, 29, 1562, 97]
classified-ad: ΚΑΤΑΣΤΗΜΑ κεντρικό πωλείται, Τηλ. 223-672. [1374, 625, 1552, 650]
classified-ad: ΚΑΡΥΠΙΔΗΣ. Τσιμισκή 121. Τηλέφ. 265-588, 276-616. Πωλοῦνται διαμέρισμα ἐπί Παλαιῶν Πατρῶν Γερμανοῦ, σύστ. 98 μ², ὁρίζοντα, 5ος ὄροφ. Τηλ. 1.630.000 δρχ. [213, 1294, 391, 1355]
classified-ad: ΔΙΑΜΕΡΙΣΜΑ πλησίον Α. Πάρκου, 1ος ὄροφος, ἐπί 2 ΔΣΚ, 100 τ.μ., μέ σύνεση σειρά, 1.500.000 δρχ. Τηλ. 225-272.73. [600, 672, 777, 722]
section-label: ΑΚΙΝΗΤΑ [20, 124, 108, 147]
classified-ad: ΠΩΛΕΙΤΑΙ οἰκόπεδο περιοχή Πυλαίας, Τηλ. 512-381. [1181, 993, 1358, 1017]
classified-ad: ΠΩΛΕΙΤΑΙ ἀγροτεμάχιον ἄρτιον 34 στρεμ. Φιλύρος, 12 χλ. σπίτι μέ 2 πηγάδια, νερό, ὑδρογεώτρηση, δρχ. 1.100.000. Τηλ. 417-751. [20, 1922, 197, 1970]
classified-ad: ΠΩΛΕΙΤΑΙ κατάστημα καί διαμέρισμα ἐπί Παπάφη, 60 καί 120 μ². Τηλ. 523-791. [794, 358, 971, 382]
column-6 [987, 122, 1171, 2313]
classified-ad: ΔΙΑΜΕΡΙΣΜΑ 110 τ.μ. 3 ΔΣΤΚ Τσιμισκή, 1.500 χλ. Τηλ. 225-390. [987, 898, 1165, 923]
classified-ad: ΔΙΑΜΕΡΙΣΜΑ 2 ΔΣΤΚ λουξ, 3ος ὄροφος 96 μ², 1.500.000. Λόκος 513-737. [600, 1479, 777, 1504]
classified-ad: ΑΝΤΙΠΑΡΟΧΑΙ Χαριλάου, διάφορα οἰκόπεδα, Τηλ. 511-503. [406, 1854, 584, 1878]
classified-ad: ΔΙΑΜΕΡΙΣΜΑ 3 ΔΣΤΚ 90 μ² σέ ἤσυχο, ἀνεξάρτητο. Τηλ. 238-847. [1181, 260, 1358, 285]
classified-ad: ΠΩΛΕΙΤΑΙ διαμέρισμα 70 μ², Τηλ. 234-291. [1374, 288, 1552, 313]
classified-ad: ΠΩΛΟΥΝΤΑΙ οἰκόπεδα καί κτήματα στήν Πορταριά καί Πυλαία, ἐπί ἀσφαλτοστρωμένου δρόμου. Τηλ. 523-791. [794, 594, 971, 642]
classified-ad: ΣΠΙΝΑΡΝΤΑΤΟΥΛΟΣ. Κυκλοφορία 11, 520-022. [1181, 720, 1358, 743]
classified-ad: ΕΥΚΑΙΡΙΑΣ. Πωλείται πλησίον Μάρκου Μουσούρου πρός νέον παραλιακό δρόμο, εἰς δον ὄροφον, μ² 70, 2 Δ.ΣΤ. κλπ, ἐπίπλωση, ἀνεξάρτητο, Δρχ. 500.000. Τηλ. 835-100. [20, 618, 197, 680]
classified-ad: ΔΙΑΜΕΡΙΣΜΑ 3 ΔΣΚ 110 τ.μ. Παπάφη, 750 χλ. Τηλ. 537-955. [987, 737, 1165, 761]
classified-ad: ΛΑΜΠΙΑΝΤΗΣ. Πωλοῦνται διαμερίσματα εἰς Τούμπα, Τριανδρία, Χαριλάου, Καλαμαριά, Πυλαία, Ἐπταλόφου, Μενεμένη 1, 2 καί 3 δωμ. ἀπό 50 ἕως 115 μ² μέ καταβολή ἀπό 450.000 - 1.350.000 δρχ. τό μέσον καί μέ εὐκολίες πληρωμῆς. Τηλ. 524-827. [213, 122, 391, 208]
classified-ad: ΠΩΛΩ διαμέρισμα στό παλιό Σταθμό, 85 τ.μ. 1.1000.000 δρχ. Τηλ. 234-162. [213, 1894, 391, 1918]
classified-ad: ΠΩΛΟΥΝΤΑΙ διαμερίσματα ἀπό 50 τ.μ. Τηλ. 623-472. [1374, 211, 1552, 236]
classified-ad: ΠΩΛΕΙΤΑΙ ἐπί τῆς Μάρκου Μπότσαρη μ² 98 εἰς δον ὄροφον, μ² 2 Δ.ΣΤ. μπάνιο, WC, σαλόνι, τιμή Δρχ. 675.000, Τηλ. 835-100. [20, 425, 197, 474]
classified-ad: ΠΩΛΕΙΤΑΙ ἐπί τῆς Θ. Σοφούλη διαμέρισμα 2 ΔΣΚΛ, 1.200.000. Τηλ. 513-737. [600, 1149, 777, 1186]
classified-ad: ΒΑΛΕΤΟΠΟΥΛΟΣ, τηλέφ. 230-373. Διαμ. 146 μ² 3 ΔΣΤΚ ἀπό λουξ, 4ος ὄροφος 1.300.000. [406, 1132, 584, 1168]
classified-ad: ΓΡΑΦΕΙΑ κατόπιν ἀπό Ζευξιάδος, Μονάστηρα - 1Η Νικολάου Ἀλφαβήτου 1950. Τρέχουν μεγάλες πρός ἐκβολές τῆς Λεωφ. Στρατού, σέ ἀριστερά κτίσμα. Τηλ. 225-272.73. [600, 425, 777, 486]
classified-ad: ΠΩΛΕΙΤΑΙ πλησίον Ἱπποδρόμου διαμέρισμα λουξ 2 ΔΣΚ μ² 135 ρετιρέ, γύρω 1.100.000 δρχ. Τηλ. 831-421. [406, 466, 584, 504]
classified-ad: ΚΑΛΛΗΣ. Πωλοῦνται διαμερίσματα ρετιρέ Μπέμπη, ἀπό 90τμ Αγίου Ἀντωνίου, ἐπίσης 3 δωμ. 76 μ², τιμή Δρχ. 90 μ² καί 90 μ². ΤΗΛ. 421-035. [213, 638, 391, 687]
classified-ad: ΔΙΑΜΕΡΙΣΜΑ μέ κουζίνα, πλησίον Ἐγνατίας, 95 μ², 900.000. Λόκος 513-737. [600, 1233, 777, 1258]
classified-ad: ΣΑΡΑΝΤΑ Ἐκκλησίες, Τηλ. 830-460. [1384, 459, 1542, 471]
continued-note: ΣΥΝΕΧΕΙΑ ΕΙΣ ΤΗΝ 11ΗΝ ΣΕΛ. [1320, 2296, 1556, 2316]
classified-ad: ΚΑΤΑΣΤΗΜΑ 80 τ.μ. ἐπί τῆς Ἀγίου Δημητρίου, 910 χλ. Τηλ. 537-955. [987, 618, 1165, 642]
classified-ad: ΠΩΛΟΥΝΤΑΙ διαμ. 142 μ² 3 ΔΣΤ Κ.Λ.Χ. πλησίον Παπάφη, 1.200.000. Τηλ. 227-200. [406, 1595, 584, 1633]
classified-ad: ΡΕΤΙΡΕ πλησίον Α. Πάρκου, 1 Δ.ΣΤΚ. μ² 72 λουξ κατασκευής, αὐτόνομη θέρμανση εἰς ἐκκλησία, 850.000. Τηλ. 222-565. [600, 728, 777, 776]
classified-ad: ΠΩΛΕΙΤΑΙ ἐπί ἐπιχείρηση, ἀφοῦ μέ ἐλευθέρωση, πρός μέ σύγχρονο οἰκοπέδου 16 ἀριθμ., ἐκ τοῦ νομοῦ καλῆς, μέ Κ.Π. Τηλ. 523-791. [794, 303, 971, 352]
classified-ad: ΠΩΛΕΙΤΑΙ διαμέρισμα 70 μ² ἐπί τῆς Γ. Παπανδρέου, 1.200.000. Τηλ. 523-791. [794, 762, 971, 786]
classified-ad: ΚΑΛΛΗΣ. Πωλοῦνται οἰκόπεδα ἀπαρτιωτικά κτίσματα, κατά τό σχέδιο, φύλλο. Τηλ. 421-035. [213, 802, 391, 838]
classified-ad: ΠΩΛΕΙΤΑΙ διαμέρισμα 3 ΔΣΤΚ πλησίον Λευκοῦ Πύργου, 1.600.000. Λόκος 513-737. [794, 1219, 971, 1255]
column-8 [1375, 122, 1558, 2313]
classified-ad: ΚΤΗΜΑΤΟΜΕΣΙΤΗΣ Χατζῆς. Ἀριστοτέλους 112, τηλ. 225-092. [1181, 291, 1358, 315]
classified-ad: Ι. ΑΡΗΟΚΟΥΡΟΣ, τηλέφ. 532-403. Πωλοῦνται οἰκόπεδα, Πυλαία, Πανόραμα. [987, 1114, 1165, 1138]
classified-ad: ΚΑΤΑΣΤΗΜΑ πλησίον Χαριλάου, 2.000.000. Λόκος 513-737. [600, 1509, 777, 1533]
classified-ad: ΠΩΛΕΙΤΑΙ διαμέρισμα ἐπί τῆς Ἀγίου Δημητρίου, ἐν ἐπιχείρηση Βενιζέλου, 1ος δον ὄροφ., μ² 80, 3 δωμάτια, κουζ. ἀριθμ. 2 τ.μ. 2 δωμ. Σ.Χ. Τηλ. 529-290. [20, 1727, 197, 1777]
classified-ad: ΣΤΟΑ Χαρμάτη, Ἐγνατίας 46, Τηλ. 218-359. [1181, 1052, 1358, 1076]
classified-ad: ΕΥΚΑΙΡΙΑ. Ἐπί Τριανδρίας διαμέρισμα 2 ΔΣΤΚ 72 μ², 960.000. Τηλ. 912-381. [794, 1092, 971, 1129]
classified-ad: ΓΡΑΦΕΙΑ. Κεντρικά, ἐνοικιαμένα εἰς ἀστυνομίαν καί προσφάτως σύγχρονα 5.500 μ² 12.000 τό μ². Τηλ. 225-272. [600, 164, 777, 200]
classified-ad: ΠΩΛΕΙΤΑΙ οἰκόπεδο περιοχή Ἀθηνάς 4.000 τ.μ. γωνιακό, Ἀγίας Σοφίας, δρχ. 2.850.000. Τηλ. 529-290. [20, 1783, 197, 1819]
classified-ad: ΕΙΣ Χαλκιδικήν διάφορα ἀγροτεμάχια μέ θάλασσα, ἐπί δρόμου. Τηλ. 511-503. [406, 1926, 584, 1950]
classified-ad: ΓΚΑΡΣΟΝΙΕΡΑ πλησίον Ἀριστοτέλους 25 τ.μ., 300 χλ. Τηλ. 537-955. [987, 677, 1165, 702]
classified-ad: ΓΚΑΡΣΟΝΙΕΡΑ ἐπί ἀνάγκαιον πλησίον πάρκου Κρήτης, μ² 38, με δωμάτιο, Δ.ΣΚ. λουξ κατασκ. Δρχ. 380.000. Τηλ. 835-100. [20, 916, 197, 965]
classified-ad: ΠΩΛΟΥΝΤΑΙ διαμ. 110 μ² 3 Δ.ΣΤ. Κ.Λ. λουξ κατασκ. πλησίον Αγίας Τριάδος, 1.050.000. Τηλ. 227-200. [406, 1427, 584, 1463]
classified-ad: ΠΩΛΕΙΤΑΙ πλησίον Κηφισιάς κεντρικότατο κτίσμα, ἐπίσης σημεῖα 75 μ² 550 χλ. Τηλ. 831-421. [406, 564, 584, 600]
classified-ad: ΚΑΡΥΠΙΔΗΣ. Τσιμισκή 121. Τηλέφ. 265-588, 276-616. Πωλοῦνται σπίτι ἐπί Ἀριστοτέλους οἰκόπεδο 200 μ² ἄριστο δρόμο, τιμή 1.350.000 κλπ. [213, 1062, 391, 1111]
classified-ad: ΔΙΑΘ μέ ἀντιπαροχή οἰκόπεδο, ἀπό 1.500 ἕως 4 Δ.ΣΚ. ἐπί τῆς Αγ. Δημητρίου. Τηλ. 234-162. [213, 2050, 391, 2086]
classified-ad: ΔΙΑΜΕΡΙΣΜΑ 92,5 τ.μ. 2 ΔΣΤ λουξ ἀνεξάρτητο, 610 χλ. Τηλ. 537-955. [987, 440, 1165, 463]
classified-ad: ΠΑΡΑΛΙΑΚΑ οἰκόπεδα διαμερίσματα, Τηλ. 225-092. [1181, 558, 1358, 583]
classified-ad: ΠΩΛΕΙΤΑΙ πλησίον Ναού Σωτῆρος, διαμέρισμα 2 ΔΣΚ 76 μ², καλό, 1.250.000 δρχ. Τηλ. 222-565. [600, 896, 777, 933]
classified-ad: ΛΑΜΠΙΑΝΤΗΣ. Πωλῶ κεντρικό κατάστημα ἐπί 30 μ² καί ὑπόγ. τιμή 350.000 δρχ. Τηλ. 524-827. [213, 281, 391, 317]
classified-ad: ΔΙΑΜΕΡΙΣΜΑ ἀπό 5.000 τό μ² λόγω Καλαμαριᾶς. Τηλ. 225-092. [1181, 440, 1358, 463]
classified-ad: ΠΩΛΕΙΤΑΙ διαμέρισμα ἐπί Καλαμαριάς, Τηλ. 232-502. [1374, 399, 1552, 424]
classified-ad: ΔΙΑΜΕΡΙΣΜΑ 2 ΔΣΤΚΛ πλησίον Ἱπποδρόμου, 88 τ.μ. ἀπό 1.150 χλ. Τηλ. 265-338. [987, 767, 1165, 804]
classified-ad: ΠΩΛΕΙΤΑΙ πλησίον Ἐγνατίας γραφεῖο 60 τ.μ., Τηλ. 512-381. [1181, 1022, 1358, 1046]
classified-ad: ΧΑΣΙΩΤΗΣ Δημήτριος. Ἐγνατίας 112, Πωλήσεις τῆς Γερμανίας, Τηλ. 225-092. [1181, 528, 1358, 553]
classified-ad: ΔΙΑΜΕΡΙΣΜΑ 3 Δ.ΣΤ.Κ. λουξ, Τηλ. 225-092. [1181, 469, 1358, 493]
classified-ad: ΔΙΑΜΕΡΙΣΜΑ στό Καραμανλῆ, 2 ΔΣΚ 85 μ², 1.050.000. Λόκος 513-737. [794, 1261, 971, 1285]
classified-ad: ΡΕΤΣΗΣ. Τηλ. 225-186. Πωλεῖται διαμέρισμα 2 δωμ., 3 Δ.Σ.Κ.Λ., 600.000. [987, 350, 1165, 375]
classified-ad: ΖΗΤΟΥΝΤΑΙ οἰκόπεδα πρός ἀγοράν, δυνατόν ἐπί ἀντιπαροχής. Τηλ. 534-847. [406, 1752, 584, 1777]
classified-ad: ΒΑΛΕΤΟΠΟΥΛΟΣ, τηλέφ. 230-373. Διαμ. 60 μ² 2 ΔΣΤΚ σύγχρονο κατ. 1970 Καλαμαριά, πωλείται 510.000. [406, 1090, 584, 1126]
classified-ad: ΡΕΤΣΗΣ. Τηλ. 225-186. Ἰταλίας στούς 60 μ², τιμή 900.000. [987, 320, 1165, 344]
classified-ad: ΕΥΚΑΙΡΙΑ. Μαγαζί 250 μ² λόγω ἀνακαινίσεως εἰς ἐξαιρετική κατάσταση, μέ 800.000, Τηλ. 238-844. [1181, 176, 1358, 213]
classified-ad: ΚΑΡΥΠΙΔΗΣ. Τσιμισκή 121. Τηλέφ. 265-588, 276-616. Πωλοῦνται διαμέρισμα καί ἐπί Μάρκου Μπότσαρη, 250 μ² πλήρως ἐπιπλωμένο, Τιμή 1.800.000 δρχ. [213, 1238, 391, 1288]
classified-ad: ΠΩΛΟΥΝΤΑΙ διαμ. 82 μ² 2 ΔΣΤ Κ.Λ. σύγχρονο, λουξ, εἰς Κάτω Τούμπα, 820.000. Τηλ. 227-200. [406, 1469, 584, 1506]
masthead [20, 14, 1554, 110]
classified-ad: ΠΩΛΩ οἰκόπεδο ἐντός «Τσίσα» ἐπί 113 τ.μ. ἀπό τό 1/3 βιομηχανικό, 9 μέτρα, 3.800 μ² μέ πρόσοψη 45 μ., Τιμή 4.100.000 δρχ. Τηλ. 234-162. [213, 1755, 391, 1804]
classified-ad: ΔΙΑΜΕΡΙΣΜΑΤΑ πλησίον Ἀγίου Δημητρίου, Κωνσταντινουπόλεως καί Πάρκου Κρήτης, 2.000.000. Τηλ. 222-565. [600, 1022, 777, 1072]
classified-ad: ΠΩΛΕΙΤΑΙ ἐπί τῆς Ὀλύμπου, λουξ πλησίον Ἀγίας Σοφίας ἰσόγειο κατάστημα 100 τ.μ., μ² 2, 860.000, Τηλ. 529-290. [20, 1408, 197, 1444]
classified-ad: ΚΑΡΥΠΙΔΗΣ. Τσιμισκή 121. Τηλέφ. 265-588, 276-616. Πωλοῦνται οἰκόπεδα καί διαμερίσματα ἐπί Καλαμαριά, ἀντιπαροχή εἰς Ἐγνατία κλπ. Τιμή 5.500.000 δρχ. [213, 1171, 391, 1233]
classified-ad: ΔΙΑΜΕΡΙΣΜΑ 75 τ.μ. 2 ΔΣΤΚ ἐπί τῆς Καλαμαριά, 580 χλ. Τηλ. 225-390. [987, 928, 1165, 952]
classified-ad: ΕΥΚΑΙΡΙΑ. Ἐπί Τσιμισκή 4 ΔΣΚ 120 μ², 1.500.000. Τηλ. 912-381. [794, 990, 971, 1015]
classified-ad: ΚΑΡΥΠΙΔΗΣ. Τσιμισκή 121. Τηλέφ. 265-588, 276-616. Πωλοῦνται διαμέρισμα ἐπί τῆς Βασ. Ὄλγας, 120 τ.μ. πολυτελῶς κατασκευής, Τιμή 1.550.000 δρχ. [213, 1646, 391, 1695]
classified-ad: ΓΚΑΡΣΟΝΙΕΡΑ, Τηλ. 612-931. [1384, 689, 1519, 701]
classified-ad: ΠΩΛΕΙΤΑΙ διαμέρισμα 2 ΔΣΚ ἐπί τῆς Μητροπόλεως, 1.200.000. Τηλ. 513-737. [794, 1363, 971, 1386]
classified-ad: ΛΑΜΠΙΑΝΤΗΣ. Θέλεις νά ἀγοράσης ἀνάλογα μέ 35% προκαταβολή καί ἄτοκο ὑπόλοιπο. Τηλ. 524-827. [213, 541, 391, 578]
classified-ad: ΠΩΛΟΥΝΤΑΙ διαμερίσματα 70 μ², Τηλ. 251-232. [1374, 766, 1552, 791]
classified-ad: ΔΙΑΜΕΡΙΣΜΑ στήν Θερμαϊκή 80 τ.μ. 2 ΔΣΤ, 280 χλ. Τηλ. 537-955. [987, 528, 1165, 553]
classified-ad: ΚΑΤΑΣΤΗΜΑ 270 μ² λουξ κατασκ. μέ ἐνοίκιο 10.000, Ἀγίας Σοφίας, Τηλ. 227-200. [406, 1512, 584, 1548]
classified-ad: ΠΩΛΕΙΤΑΙ διαμέρισμα πλησίον Ἐθνικῆς Ἀμύνης εἰς 2ον ὄροφο, Δημητρίου μ² 8.40 Δ.ΣΤ., λουξ κατασκ. πλησίον Μαρτίου, δρ. 450.000. ΤΗΛ. 835-100. [20, 685, 197, 747]
classified-ad: ΠΩΛΕΙΤΑΙ διαμέρισμα 3 ΔΣΤΚ λουξ 112 μ², ἀνατολικόν, 1.560.000. Λόκος 513-737. [600, 1407, 777, 1444]
classified-ad: ΚΑΛΛΗΣ. Ζητῶ κατάστημα ἀπό 100 τ.μ. καί ἄνω εἰς ἐνδιάμεση ἤ ἐσωτερικά. Τηλ. 421-035. [213, 965, 391, 1002]
classified-ad: ΓΚΑΡΣΟΝΙΕΡΕΣ πωλῶ ρετιρέ ΔΣΚΛ 35 μ² 200.000 καί 5ος ὄροφο ΔΣΚΛ 25 μ² 250.000, στήν περιοχή Νέας Πολυεδικούς. Τηλ. 421-035. [213, 584, 391, 632]
column-7 [1182, 122, 1365, 2313]
classified-ad: ΜΕΓΑΛΗ εὐκαιρία, πωλείται διαμέρισμα, Τηλ. 270-976. [1374, 506, 1552, 530]
classified-ad: ΠΩΛΟΥΝΤΑΙ ἐνδιάμεσα διαμερίσματα, Τηλ. 226-626. [1374, 152, 1552, 176]
classified-ad: ΚΑΤΑΣΤΗΜΑ 44 τ.μ. ΔΣΚ κλπ. Τηλ. 537-955. [987, 380, 1165, 404]
classified-ad: ΠΩΛΕΙΤΑΙ οἰκόπεδο 2.600 μ² ἐπί τῆς ἐθνικῆς ὁδοῦ Θεσ/νίκης - Μουδανιῶν, μέ 2.000.000. Τηλ. 523-791. [794, 260, 971, 298]
classified-ad: ΔΙΑΜΕΡΙΣΜΑ 30 τ.μ. 1 ΔΣΚ, 250 χλ. Τηλ. 537-955. [987, 558, 1165, 583]
classified-ad: ΠΩΛΟΥΝΤΑΙ ἐπί τῆς Καυτανζόγλου 75 μ², ἐπί καί ἀπό 79 μ², δρχ. 300.000. Τηλ. 511-503. [406, 1883, 584, 1920]
classified-ad: ΠΩΛΕΙΤΑΙ οἰκόπεδο περιοχή Νικόπολης, Ἀνατολικό κτήματος, ἐπί τῆς ὁδοῦ Γ. Παπανδρέου, 530.000, πλησίον Εὐκαρπίας, μέ 700 - 600 δρχ. Τηλ. 523-791. [794, 430, 971, 491]
classified-ad: ΡΕΤΣΗΣ. Τηλ. 225-186. Ἀνθέων διαμέρισμα 3 δωμ. 90 μ², τιμή 1.150.000. [987, 219, 1165, 243]
classified-ad: Πωλοῦνται διαμερίσματα εἰς Νεάπολη 68 μ² Τηλ. 539-847. [406, 1680, 584, 1705]
classified-ad: ΚΑΤΑΣΤΗΜΑ κεντρικό 700 μ², Τηλ. 252-793. [1181, 618, 1358, 642]
classified-ad: ΔΙΑΜΕΡΙΣΜΑ 70 τ.μ. 2 ΔΣΚ Τούμπα, 520 χλ. Τηλ. 225-390. [987, 957, 1165, 982]
classified-ad: ΔΙΑΜΕΡΙΣΜΑ 2 ΔΣΤΚ πλησίον Δελφών, 580.000. Λόκος 513-737. [600, 1377, 777, 1402]
classified-ad: ΦΟΥΡΝΟΣ ἐνοικιάζεται, Τηλ. 234-291. [1384, 335, 1551, 347]
classified-ad: ΠΩΛΕΙΤΑΙ μονοκατοικία 2 ὀρόφων ἐπί οἰκοπέδου 170 μ², Προάστιο Ἀγίου Τρύφωνος, δρχ. 426-500. Τηλ. 417-751. [20, 2018, 197, 2055]
classified-ad: ΠΩΛΟΥΝΤΑΙ μεγάλες κάλκιβάρια ἀπό διαμερίσματα εἰς ἀνάλογα ἀπό 100.000 ἕως 1.500.000, πολυτελῶν κατασκευῶν ἀπό 50, 60, 70, 80, 90, 100 τ.μ. Τηλ. 234-162. [213, 2092, 391, 2153]
classified-ad: ΚΤΗΜΑΤΙΚΟΝ Κέντρον Πωλήσεων ἐπί Ἀνθ. Γκαζμπέτα, Καλαμαριά, τηλ. 417-751. [20, 1976, 197, 2012]
classified-ad: Ι. ΑΡΗΟΚΟΥΡΟΣ, τηλέφ. 532-403. Πωλοῦνται μονοκατοικίες, Χαριλάου. [987, 1144, 1165, 1168]
classified-ad: ΠΟΙΚΙΛΟΤΗΣ Ἰωάννης, κτηματομεσίτης, Κομνηνῶν 20, τηλ. 234-162, Ἀγροτικά - Πολυκατοικίες - διαμερίσματα - οἰκόπεδα. [213, 1700, 391, 1749]
classified-ad: ΠΩΛΟΥΝΤΑΙ διαμ. 88 μ² 2 ΔΣΤΚ σύγχρονο λουξ ἀπό Ἐπταλόφου, 470.000. Τηλ. 227-200. [406, 1554, 584, 1590]
classified-ad: ΠΩΛΕΙΤΑΙ κατάστημα ἐπί ὁδοῦ Ἐγνατίας ἰσόγειο, μ² 220 τ.μ., ἐκδοχή, πατάρι, δρχ. 1.850.000, Τηλ. 529-290. [20, 1450, 197, 1487]
classified-ad: ΡΕΤΙΡΕ λουξ 157 μ² 3 ΔΣΚ, Τηλ. 225-092. [1181, 350, 1358, 375]
classified-ad: ΠΩΛΕΙΤΑΙ περιοχή Εὐζώνων λουξ διαμέρισμα ἀπό 2 ΔΣΚ, 3 καί 4 ἐπί κέντρου μ² 95 ρετιρέ 350 χλ. Τηλ. 831-421. [406, 176, 584, 226]
classified-ad: ΒΑΛΕΤΟΠΟΥΛΟΣ, τηλέφ. 230-373. Διαμ. 126 μ² 3 ΔΣΤ Κ.Λ. σύγχρονο, λουξ κατασκ. πλησίον Αγ. Δημητρίου, πωλείται 1.650.000. [406, 744, 584, 794]
classified-ad: ΔΙΑΜΕΡΙΣΜΑ στό Καραμανλῆ 3 ΔΣΚ 105 μ², πανοραμικό, 1.650.000. Τηλ. 513-737. [794, 1320, 971, 1357]
classified-ad: ΠΩΛΕΙΤΑΙ διαμέρισμα 2 ΔΣΚ 90 μ² ἐπί τῆς Καραμανλῆ, 1.300.000. Τηλ. 912-381. [794, 1134, 971, 1170]
classified-ad: ΓΚΑΡΣΟΝΙΕΡΑ κεντρική ἐπί τῆς Ἐγνατίας, 35 μ², 380.000. Τηλ. 513-737. [794, 1291, 971, 1314]
classified-ad: ΛΑΜΠΙΑΝΤΗΣ. Πωλῶ δύο διαμερίσματα πλησίον τῆς Παναγίας Χαλκέων καί πρός τό κτίριο Μητροπόλεως καί 2 δωμ. πολυτελοῦς κατασκευῆς, Τηλ. 524-827. [213, 214, 391, 275]
classified-ad: ΒΑΛΕΤΟΠΟΥΛΟΣ. Πάρκου 20, Νικολάου, μέ ἀγγελίες. Τηλ. 222-565. [600, 824, 777, 848]
